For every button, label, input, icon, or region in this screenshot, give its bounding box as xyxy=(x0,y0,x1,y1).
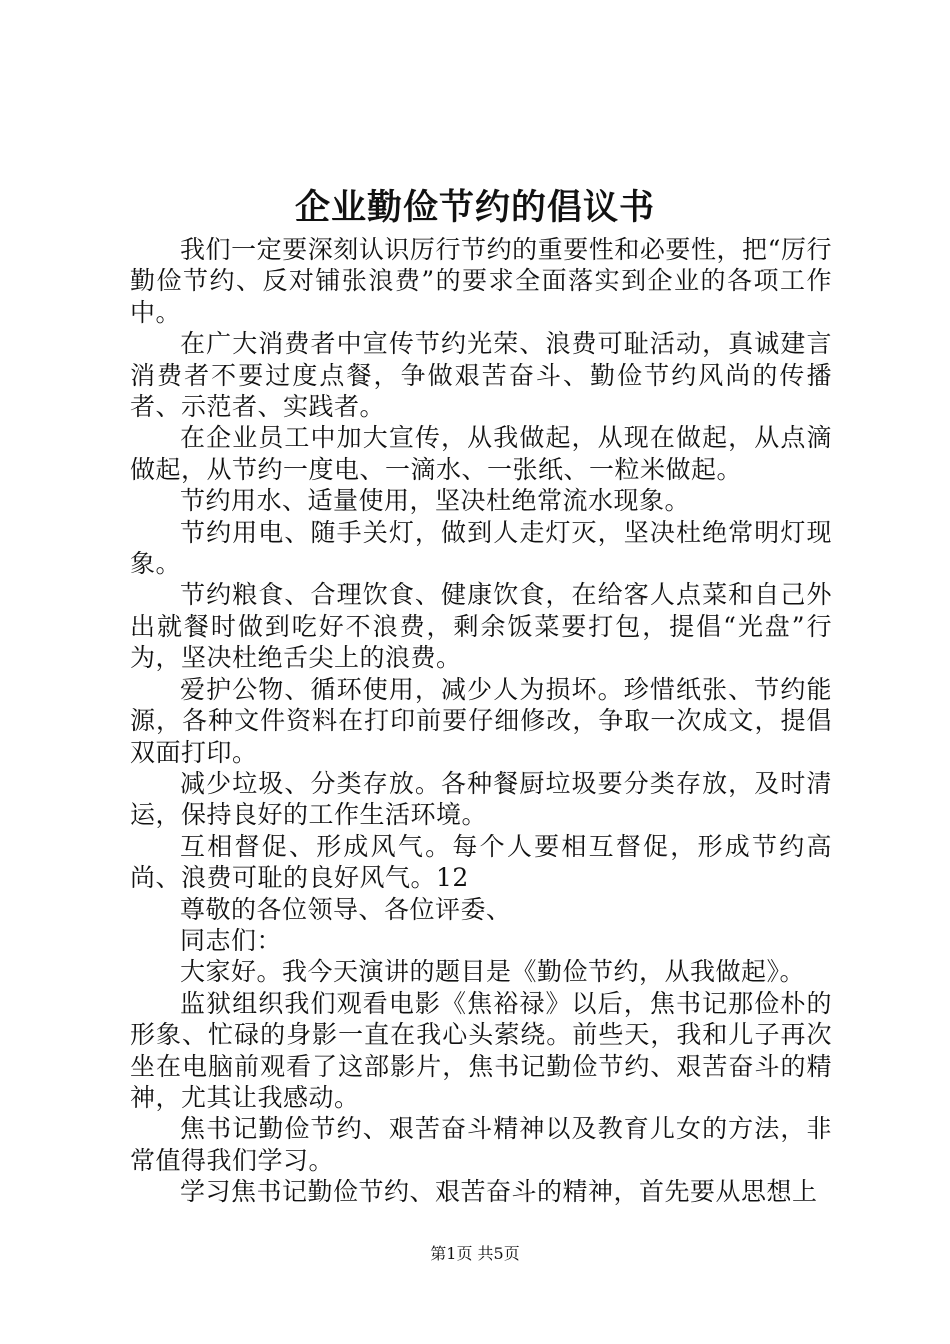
paragraph: 在企业员工中加大宣传，从我做起，从现在做起，从点滴做起，从节约一度电、一滴水、一张纸、一粒米做起。 xyxy=(130,423,832,484)
paragraph: 学习焦书记勤俭节约、艰苦奋斗的精神，首先要从思想上 xyxy=(180,1177,818,1207)
document-title: 企业勤俭节约的倡议书 xyxy=(294,187,655,228)
paragraph: 节约粮食、合理饮食、健康饮食，在给客人点菜和自己外出就餐时做到吃好不浪费，剩余饭菜要打包，提倡“光盘”行为，坚决杜绝舌尖上的浪费。 xyxy=(130,580,832,673)
paragraph: 减少垃圾、分类存放。各种餐厨垃圾要分类存放，及时清运，保持良好的工作生活环境。 xyxy=(130,768,832,830)
paragraph: 节约用水、适量使用，坚决杜绝常流水现象。 xyxy=(180,486,691,516)
paragraph: 节约用电、随手关灯，做到人走灯灭，坚决杜绝常明灯现象。 xyxy=(130,517,832,579)
paragraph: 我们一定要深刻认识厉行节约的重要性和必要性，把“厉行勤俭节约、反对铺张浪费”的要求全面落实到企业的各项工作中。 xyxy=(130,235,832,327)
paragraph: 监狱组织我们观看电影《焦裕禄》以后，焦书记那俭朴的形象、忙碌的身影一直在我心头萦绕。前些天，我和儿子再次坐在电脑前观看了这部影片，焦书记勤俭节约、艰苦奋斗的精神，尤其让我感动。 xyxy=(130,988,832,1112)
paragraph: 焦书记勤俭节约、艰苦奋斗精神以及教育儿女的方法，非常值得我们学习。 xyxy=(130,1114,832,1175)
paragraph: 同志们： xyxy=(180,925,283,955)
page-number-footer: 第1页 共5页 xyxy=(430,1244,520,1263)
document-body xyxy=(130,234,832,1208)
paragraph: 尊敬的各位领导、各位评委、 xyxy=(180,894,512,924)
paragraph: 爱护公物、循环使用，减少人为损坏。珍惜纸张、节约能源，各种文件资料在打印前要仔细修改，争取一次成文，提倡双面打印。 xyxy=(130,674,832,767)
paragraph: 互相督促、形成风气。每个人要相互督促，形成节约高尚、浪费可耻的良好风气。12 xyxy=(130,831,832,893)
paragraph: 在广大消费者中宣传节约光荣、浪费可耻活动，真诚建言消费者不要过度点餐，争做艰苦奋斗、勤俭节约风尚的传播者、示范者、实践者。 xyxy=(130,329,832,422)
paragraph: 大家好。我今天演讲的题目是《勤俭节约，从我做起》。 xyxy=(180,957,806,987)
